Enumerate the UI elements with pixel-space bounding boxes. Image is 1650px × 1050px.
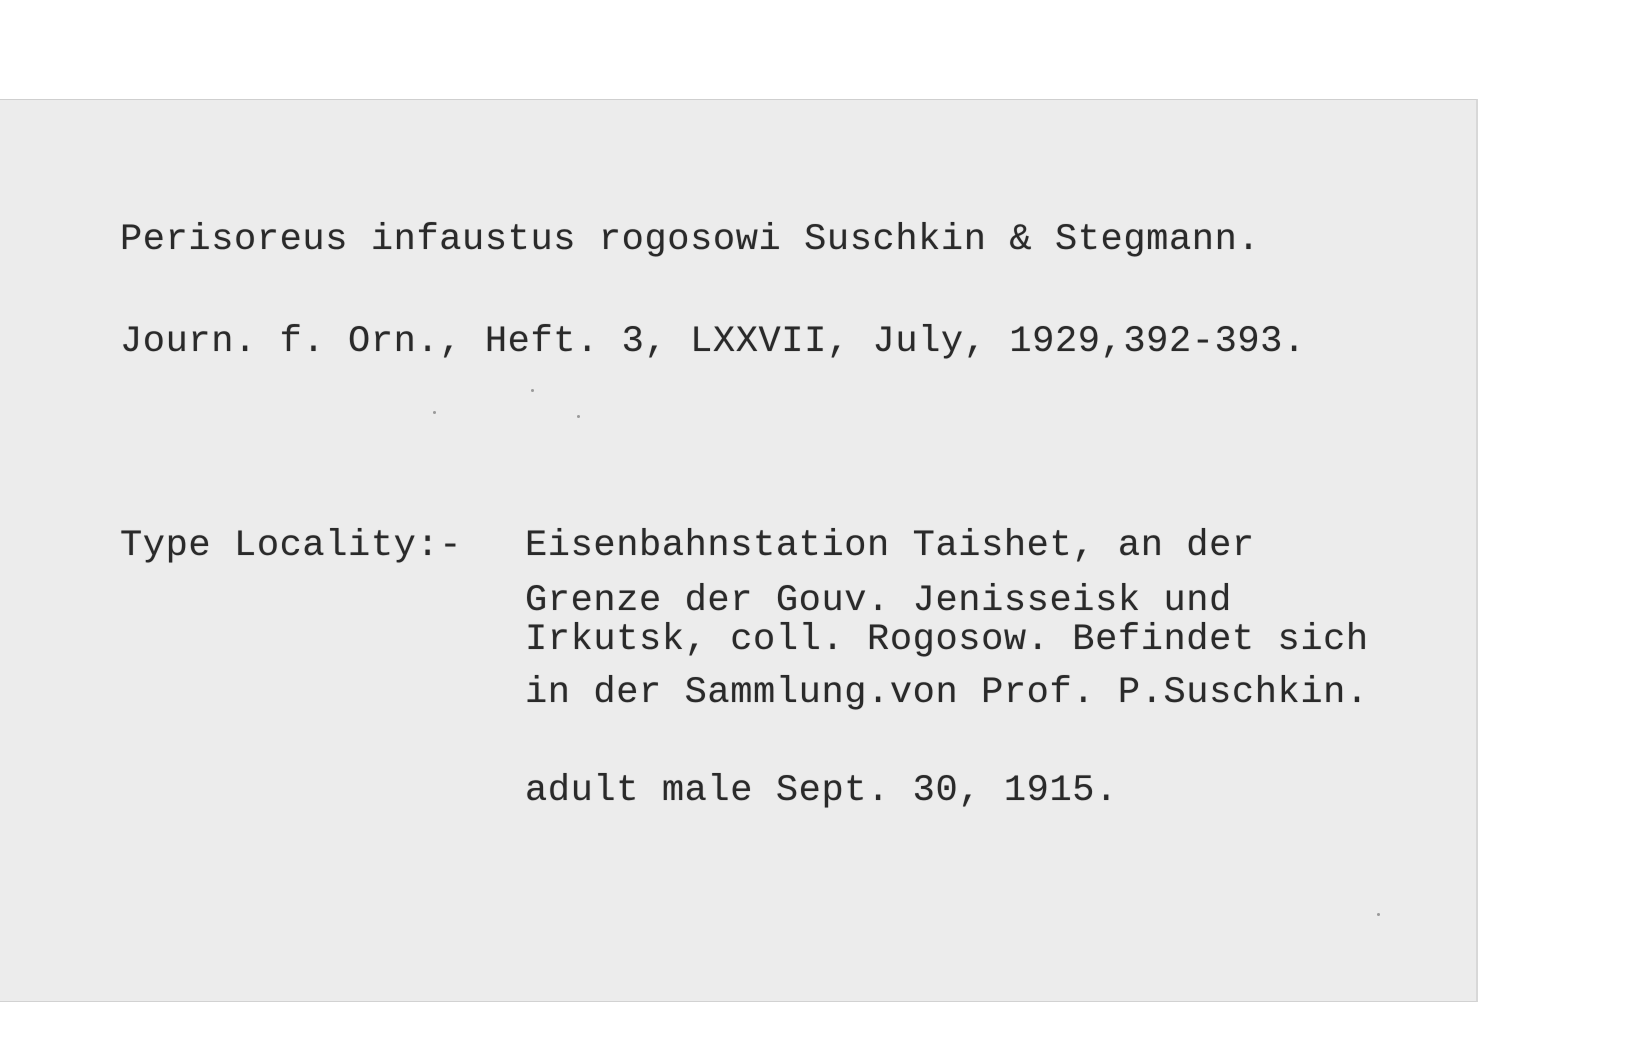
dust-speck	[1377, 913, 1380, 916]
dust-speck	[433, 411, 436, 414]
type-locality-line: Irkutsk, coll. Rogosow. Befindet sich	[525, 619, 1369, 661]
species-name: Perisoreus infaustus rogosowi Suschkin & Stegmann.	[120, 219, 1261, 261]
specimen-data: adult male Sept. 30, 1915.	[525, 770, 1118, 812]
dust-speck	[531, 389, 534, 392]
type-locality-line: Eisenbahnstation Taishet, an der	[525, 525, 1255, 567]
journal-citation: Journ. f. Orn., Heft. 3, LXXVII, July, 1929,392-393.	[120, 321, 1306, 363]
type-locality-label: Type Locality:-	[120, 525, 463, 567]
dust-speck	[577, 415, 580, 418]
type-locality-line: in der Sammlung.von Prof. P.Suschkin.	[525, 672, 1369, 714]
index-card	[0, 99, 1478, 1002]
type-locality-line: Grenze der Gouv. Jenisseisk und	[525, 580, 1232, 622]
